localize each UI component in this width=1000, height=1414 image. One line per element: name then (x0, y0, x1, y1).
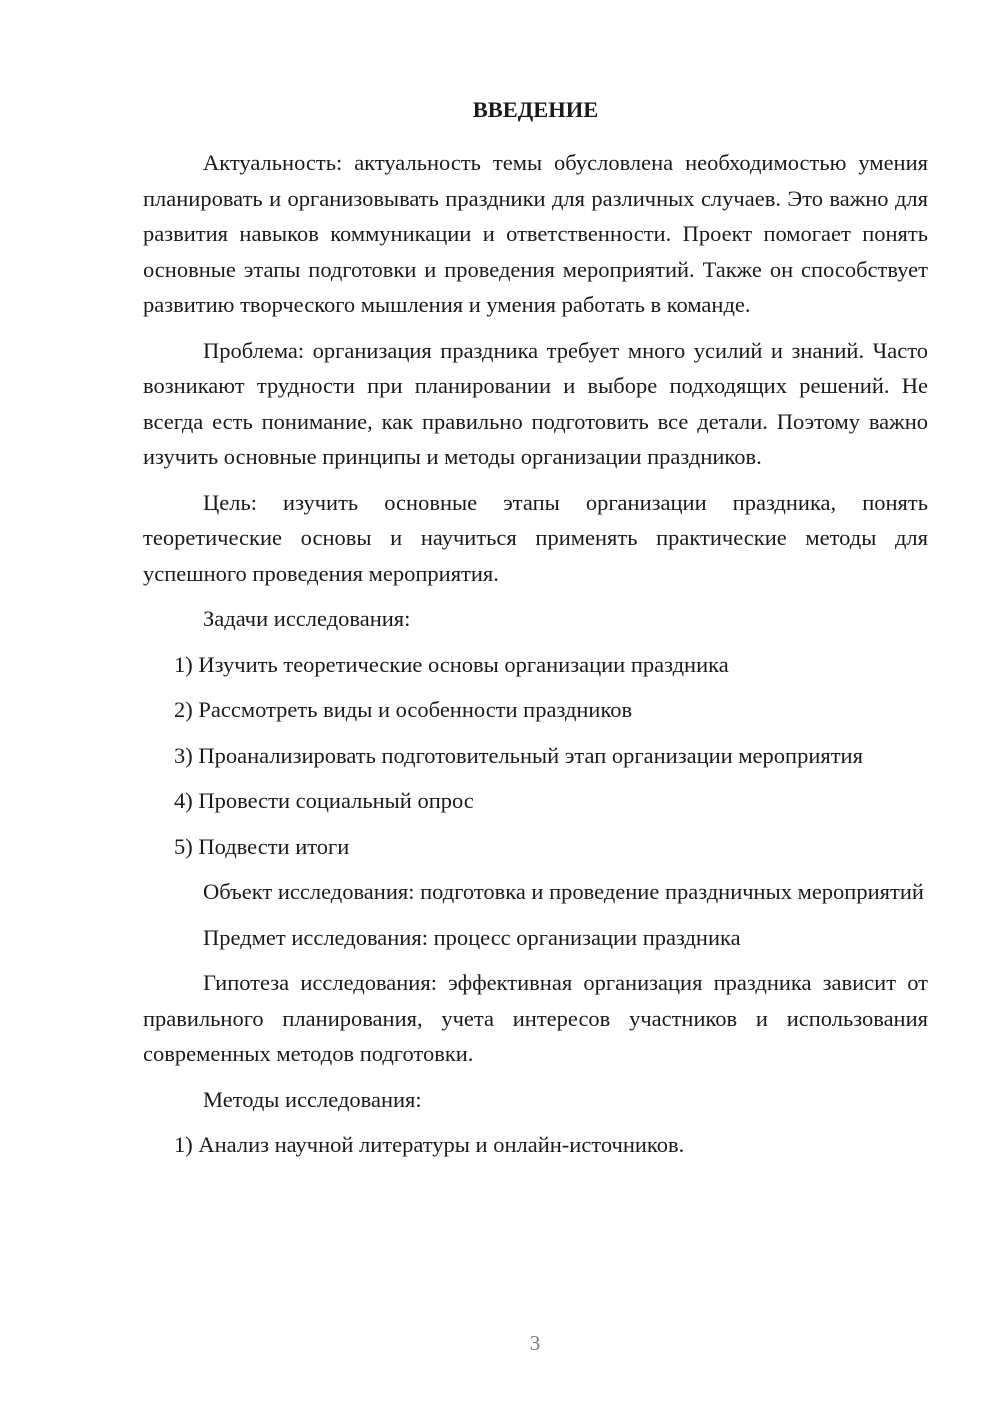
task-item: 1) Изучить теоретические основы организации праздника (174, 651, 729, 677)
object-paragraph: Объект исследования: подготовка и проведение праздничных мероприятий (203, 879, 924, 904)
document-page (143, 92, 928, 1163)
tasks-heading: Задачи исследования: (203, 606, 411, 631)
page-title: ВВЕДЕНИЕ (472, 97, 599, 122)
task-item: 3) Проанализировать подготовительный этап организации мероприятия (174, 742, 863, 768)
relevance-paragraph: Актуальность: актуальность темы обусловлена необходимостью умения планировать и организовывать праздники для различных случаев. Это важно для развития навыков коммуникации и ответственности. Проект помогает понять основные этапы подготовки и проведения мероприятий. Также он способствует развитию творческого мышления и умения работать в команде. (143, 150, 928, 317)
method-item: 1) Анализ научной литературы и онлайн-источников. (174, 1132, 685, 1157)
hypothesis-paragraph: Гипотеза исследования: эффективная организация праздника зависит от правильного планирования, учета интересов участников и использования современных методов подготовки. (143, 970, 928, 1066)
task-item: 5) Подвести итоги (174, 833, 350, 859)
subject-paragraph: Предмет исследования: процесс организации праздника (203, 924, 741, 950)
task-item: 4) Провести социальный опрос (174, 788, 474, 813)
methods-heading: Методы исследования: (203, 1086, 422, 1112)
page-number: 3 (529, 1331, 541, 1355)
task-item: 2) Рассмотреть виды и особенности праздников (174, 697, 633, 722)
problem-paragraph: Проблема: организация праздника требует много усилий и знаний. Часто возникают трудности при планировании и выборе подходящих решений. Не всегда есть понимание, как правильно подготовить все детали. Поэтому важно изучить основные принципы и методы организации праздников. (143, 337, 928, 469)
goal-paragraph: Цель: изучить основные этапы организации праздника, понять теоретические основы и научиться применять практические методы для успешного проведения мероприятия. (143, 489, 928, 586)
